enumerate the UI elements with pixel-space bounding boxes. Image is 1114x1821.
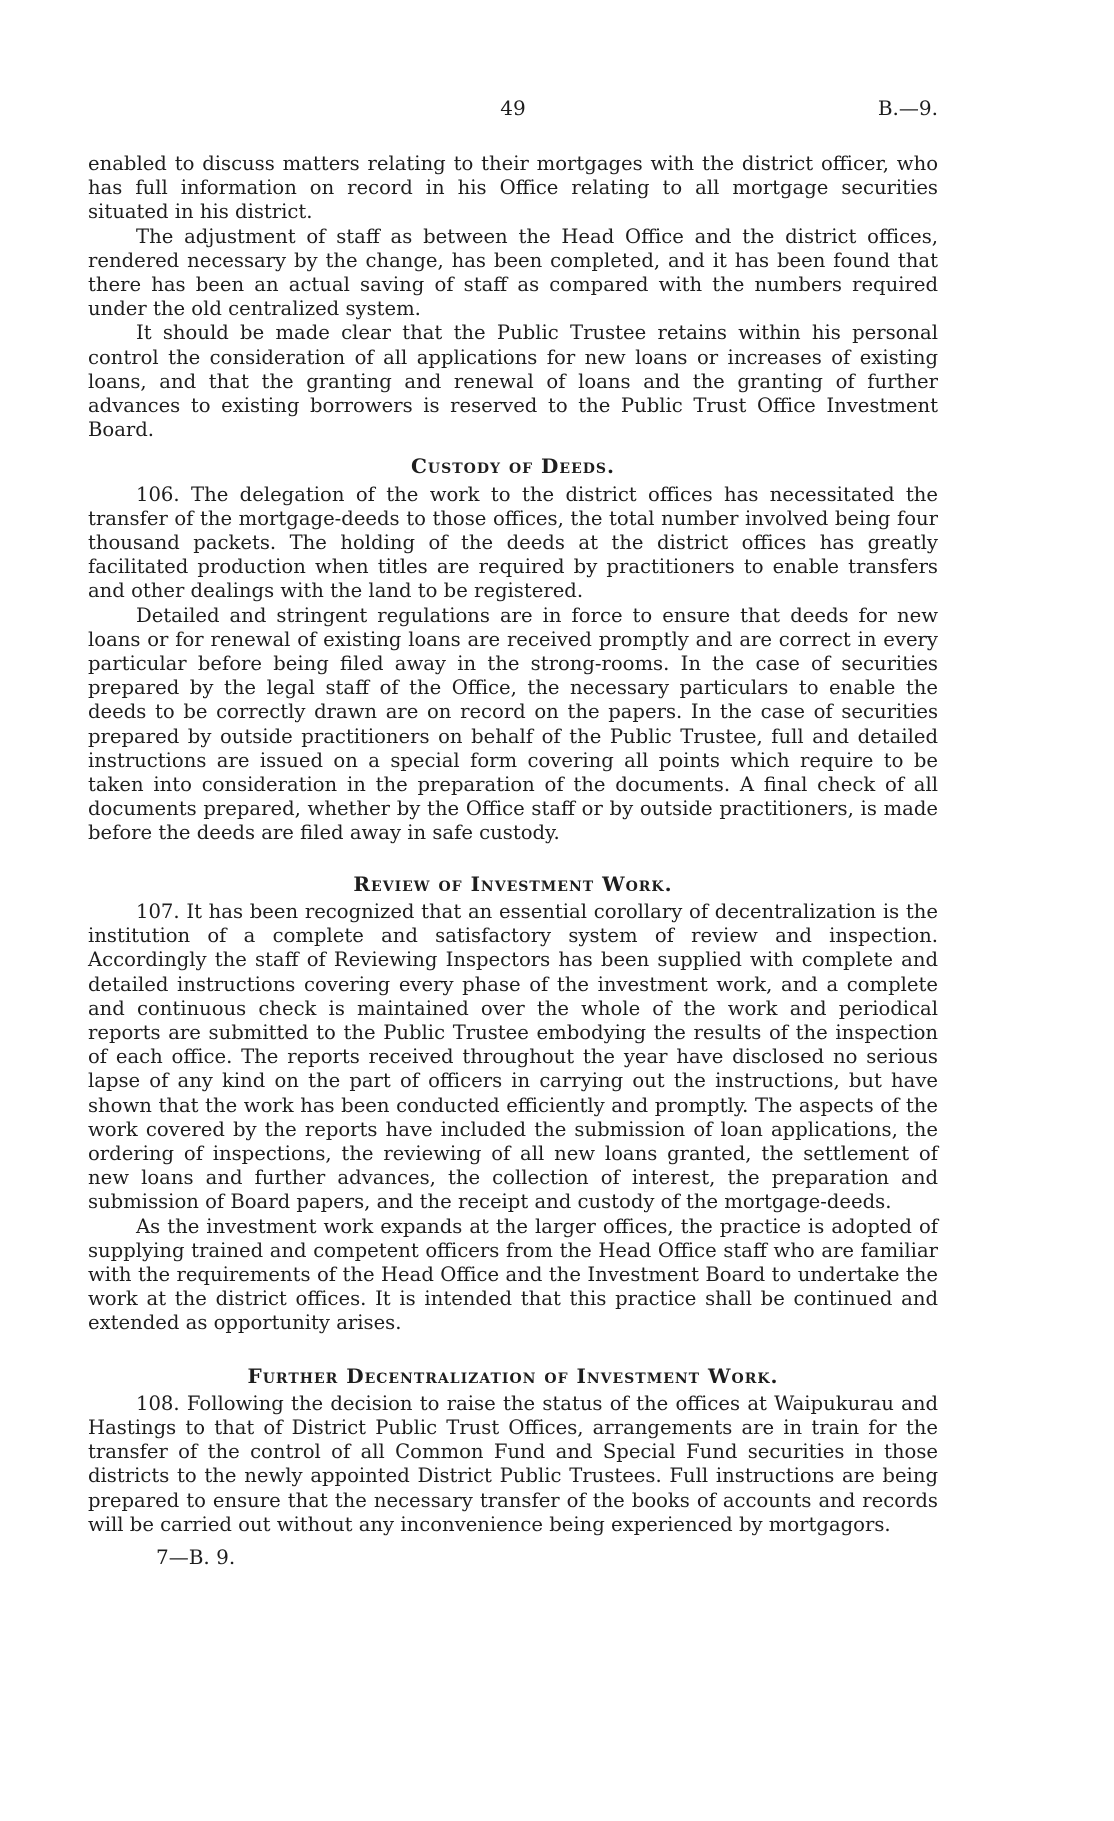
paragraph-107: 107. It has been recognized that an essential corollary of decentralization is the institution of a complete and satisfactory system of review and inspection. Accordingly the staff of Reviewing Inspectors has been supplied with complete and detailed instructions covering every phase of the investment work, and a complete and continuous check is maintained over the whole of the work and periodical reports are submitted to the Public Trustee embodying the results of the inspection of each office. The reports received throughout the year have disclosed no serious lapse of any kind on the part of officers in carrying out the instructions, but have shown that the work has been conducted efficiently and promptly. The aspects of the work covered by the reports have included the submission of loan applications, the ordering of inspections, the reviewing of all new loans granted, the settlement of new loans and further advances, the collection of interest, the preparation and submission of Board papers, and the receipt and custody of the mortgage-deeds.: [88, 899, 938, 1214]
document-body: [88, 152, 938, 1569]
paragraph: Detailed and stringent regulations are in force to ensure that deeds for new loans or for renewal of existing loans are received promptly and are correct in every particular before being filed away in the strong-rooms. In the case of securities prepared by the legal staff of the Office, the necessary particulars to enable the deeds to be correctly drawn are on record on the papers. In the case of securities prepared by outside practitioners on behalf of the Public Trustee, full and detailed instructions are issued on a special form covering all points which require to be taken into consideration in the preparation of the documents. A final check of all documents prepared, whether by the Office staff or by outside practitioners, is made before the deeds are filed away in safe custody.: [88, 603, 938, 845]
section-heading-review-of-investment-work: Review of Investment Work.: [353, 871, 673, 896]
page-header: [88, 96, 938, 126]
section-heading-further-decentralization: Further Decentralization of Investment Work.: [247, 1363, 779, 1388]
paragraph: It should be made clear that the Public Trustee retains within his personal control the consideration of all applications for new loans or increases of existing loans, and that the granting and renewal of loans and the granting of further advances to existing borrowers is reserved to the Public Trust Office Investment Board.: [88, 321, 938, 442]
paragraph: enabled to discuss matters relating to their mortgages with the district officer, who has full information on record in his Office relating to all mortgage securities situated in his district.: [88, 152, 938, 224]
page-number: 49: [500, 96, 526, 120]
paragraph: The adjustment of staff as between the Head Office and the district offices, rendered necessary by the change, has been completed, and it has been found that there has been an actual saving of staff as compared with the numbers required under the old centralized system.: [88, 224, 938, 321]
section-heading-custody-of-deeds: Custody of Deeds.: [411, 454, 615, 479]
paragraph-106: 106. The delegation of the work to the district offices has necessitated the transfer of the mortgage-deeds to those offices, the total number involved being four thousand packets. The holding of the deeds at the district offices has greatly facilitated production when titles are required by practitioners to enable transfers and other dealings with the land to be registered.: [88, 482, 938, 603]
document-reference: B.—9.: [877, 96, 938, 120]
paragraph-108: 108. Following the decision to raise the status of the offices at Waipukurau and Hastings to that of District Public Trust Offices, arrangements are in train for the transfer of the control of all Common Fund and Special Fund securities in those districts to the newly appointed District Public Trustees. Full instructions are being prepared to ensure that the necessary transfer of the books of accounts and records will be carried out without any inconvenience being experienced by mortgagors.: [88, 1391, 938, 1536]
signature-reference: 7—B. 9.: [156, 1544, 236, 1569]
paragraph: As the investment work expands at the larger offices, the practice is adopted of supplying trained and competent officers from the Head Office staff who are familiar with the requirements of the Head Office and the Investment Board to undertake the work at the district offices. It is intended that this practice shall be continued and extended as opportunity arises.: [88, 1214, 938, 1335]
